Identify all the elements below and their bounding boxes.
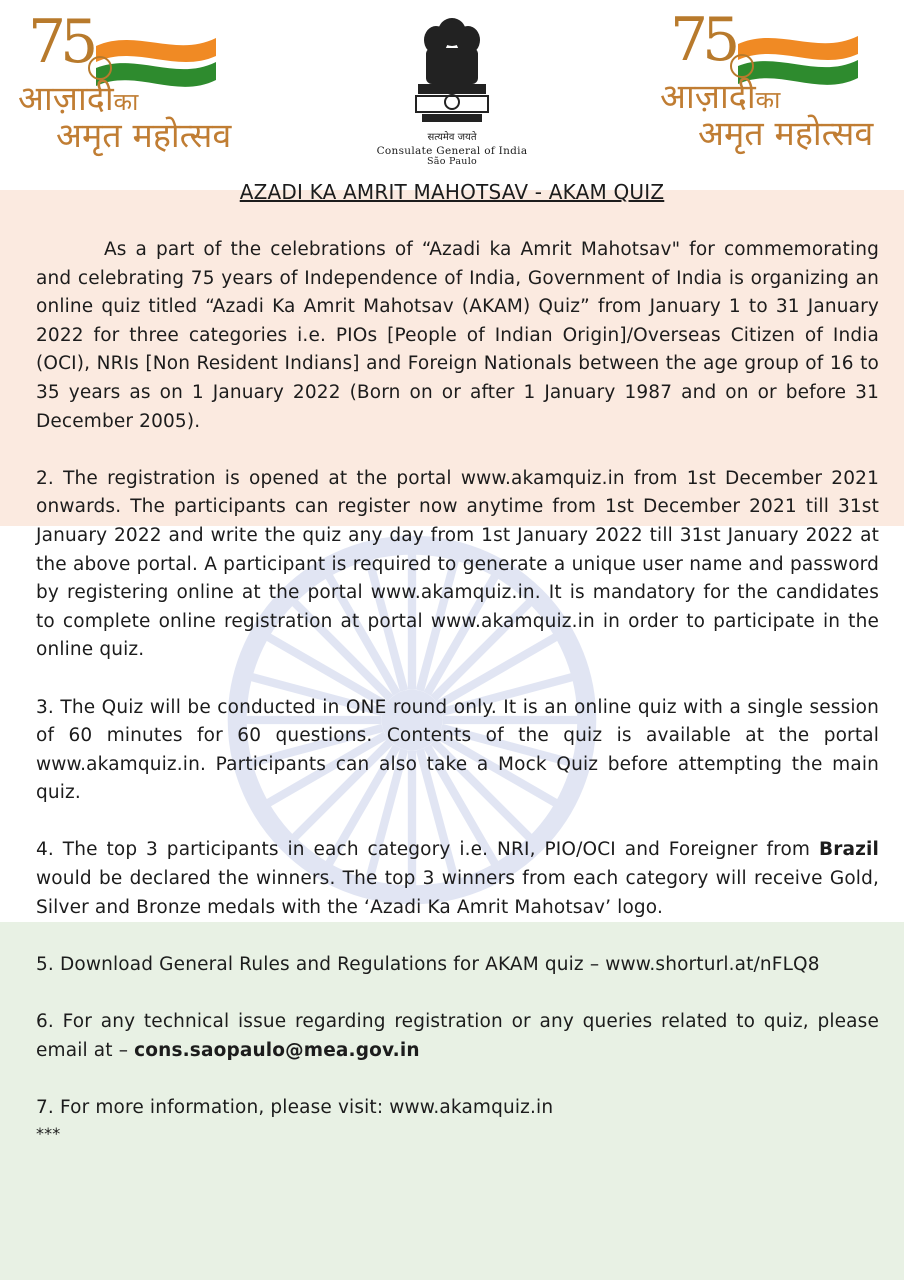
paragraph-3: 3. The Quiz will be conducted in ONE round only. It is an online quiz with a single session of 60 minutes for 60 questions. Contents of the quiz is available at the portal www.akamquiz.in. Participants can also take a Mock Quiz before attempting the main quiz. <box>36 696 879 804</box>
logo-text-line2: अमृत महोत्सव <box>56 116 232 156</box>
paragraph-6: 6. For any technical issue regarding registration or any queries related to quiz, please email at – cons.saopaulo@mea.gov.in <box>36 1011 879 1061</box>
azadi-ka-amrit-mahotsav-logo-left <box>14 7 244 170</box>
paragraph-1: As a part of the celebrations of “Azadi ka Amrit Mahotsav" for commemorating and celebrating 75 years of Independence of India, Government of India is organizing an online quiz titled “Azadi Ka Amrit Mahotsav (AKAM) Quiz” from January 1 to 31 January 2022 for three categories i.e. PIOs [People of Indian Origin]/Overseas Citizen of India (OCI), NRIs [Non Resident Indians] and Foreign Nationals between the age group of 16 to 35 years as on 1 January 2022 (Born on or after 1 January 1987 and on or before 31 December 2005). <box>36 239 879 432</box>
consulate-city: São Paulo <box>426 156 478 167</box>
paragraph-4: 4. The top 3 participants in each category i.e. NRI, PIO/OCI and Foreigner from Brazil would be declared the winners. The top 3 winners from each category will receive Gold, Silver and Bronze medals with the ‘Azadi Ka Amrit Mahotsav’ logo. <box>36 839 879 918</box>
paragraph-7: 7. For more information, please visit: www.akamquiz.in <box>36 1096 554 1118</box>
page-title: AZADI KA AMRIT MAHOTSAV - AKAM QUIZ <box>239 180 665 204</box>
azadi-ka-amrit-mahotsav-logo-right <box>656 5 886 168</box>
document-body <box>36 236 879 1173</box>
logo-text-line1: आज़ादीका <box>660 77 781 117</box>
consulate-name: Consulate General of India <box>376 145 528 157</box>
country-name: Brazil <box>818 839 879 861</box>
paragraph-5: 5. Download General Rules and Regulations for AKAM quiz – www.shorturl.at/nFLQ8 <box>36 953 820 975</box>
logo-number: 75 <box>28 7 93 77</box>
national-emblem-icon <box>408 10 496 130</box>
logo-number: 75 <box>670 5 735 75</box>
contact-email: cons.saopaulo@mea.gov.in <box>134 1039 420 1061</box>
emblem-motto: सत्यमेव जयते <box>427 132 477 143</box>
paragraph-2: 2. The registration is opened at the portal www.akamquiz.in from 1st December 2021 onwards. The participants can register now anytime from 1st December 2021 till 31st January 2022 and write the quiz any day from 1st January 2022 till 31st January 2022 at the above portal. A participant is required to generate a unique user name and password by registering online at the portal www.akamquiz.in. It is mandatory for the candidates to complete online registration at portal www.akamquiz.in in order to participate in the online quiz. <box>36 467 879 661</box>
end-marker: *** <box>36 1124 61 1144</box>
logo-text-line2: अमृत महोत्सव <box>698 114 874 154</box>
logo-text-line1: आज़ादीका <box>18 79 139 119</box>
